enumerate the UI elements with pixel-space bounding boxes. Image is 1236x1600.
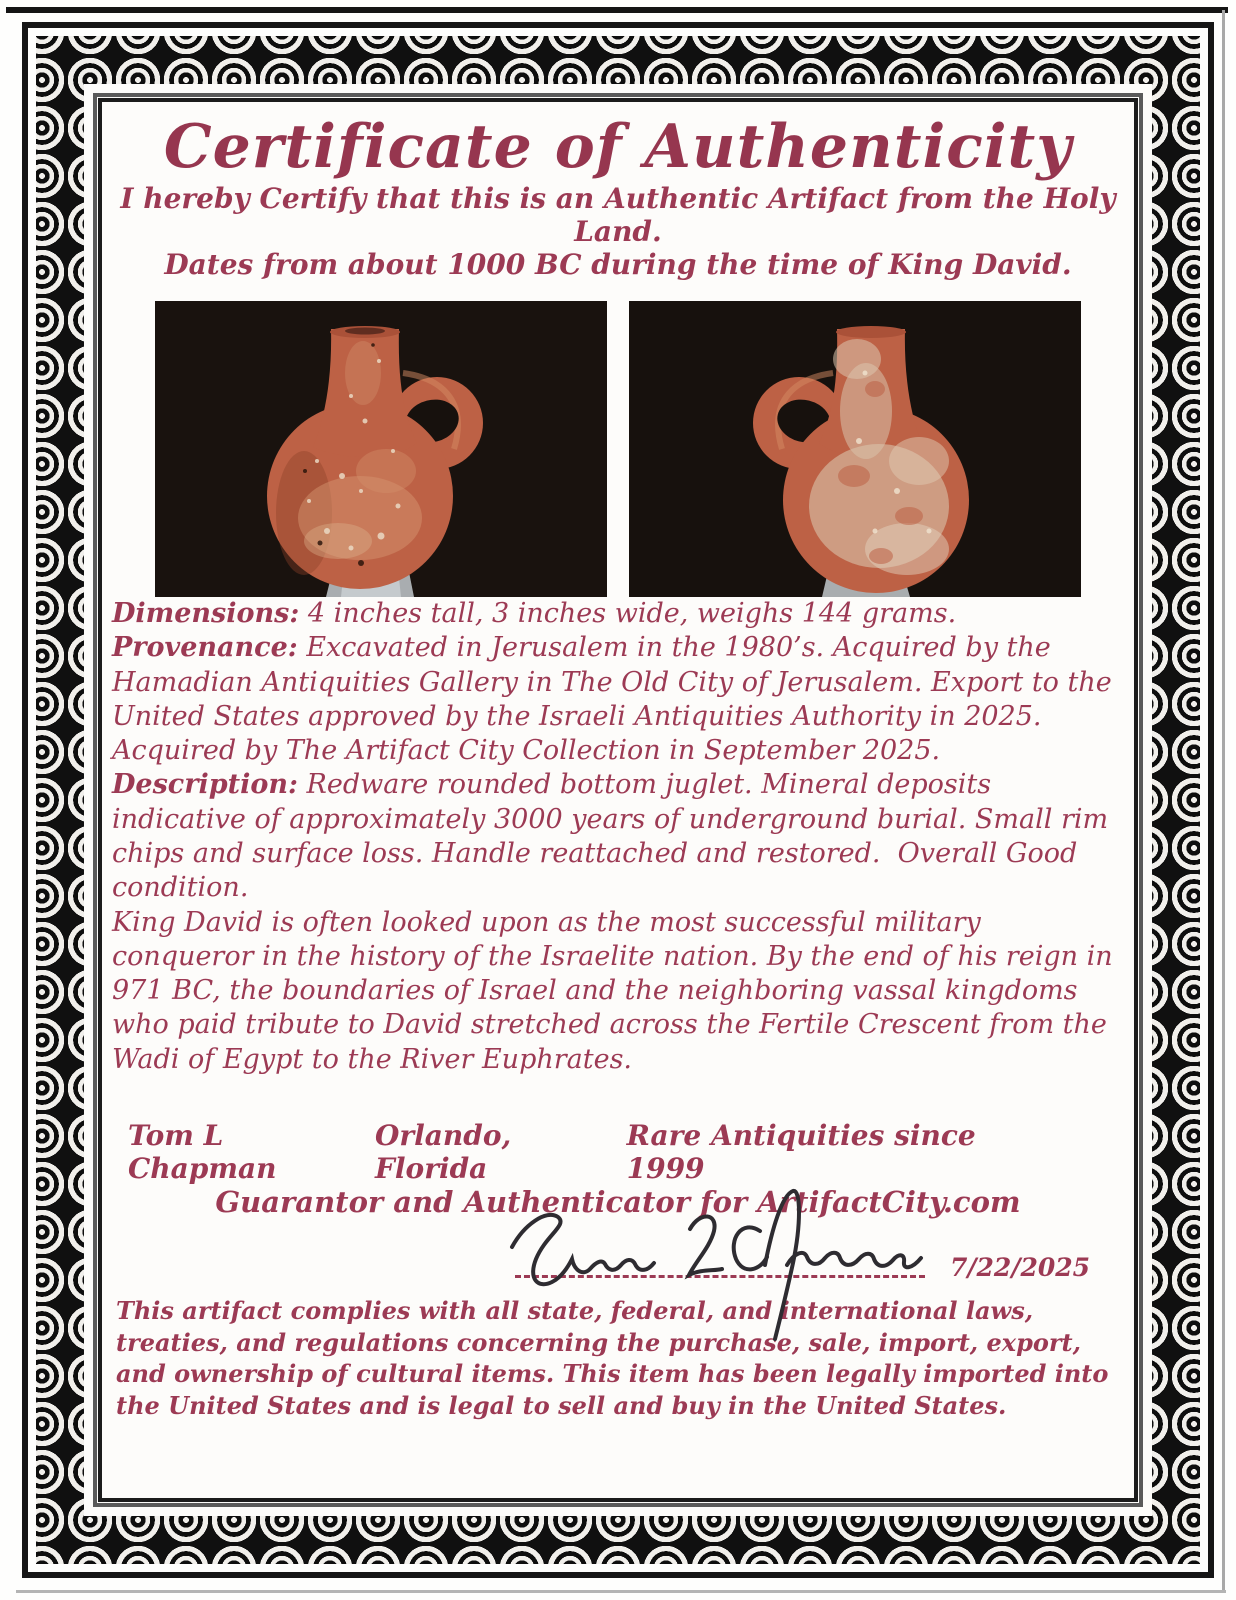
- dimensions-label: Dimensions:: [112, 598, 300, 629]
- description-label: Description:: [112, 769, 298, 801]
- scan-edge-bottom: [16, 1590, 1226, 1593]
- authenticator-location: Orlando, Florida: [375, 1118, 512, 1185]
- description-text: Redware rounded bottom juglet. Mineral deposits indicative of approximately 3000 years of underground burial. Small rim chips and surface loss. Handle reattached and restored. Overall Good condition.: [112, 769, 1117, 904]
- certificate-title: Certificate of Authenticity: [163, 112, 1073, 182]
- provenance-text: Excavated in Jerusalem in the 1980’s. Acquired by the Hamadian Antiquities Gallery in The Old City of Jerusalem. Export to the United States approved by the Israeli Antiquities Authority in 2025. Acquired by The Artifact City Collection in September 2025.: [112, 632, 1121, 767]
- provenance-paragraph: [112, 631, 1124, 768]
- certificate-content: [112, 112, 1124, 1488]
- scan-edge-right: [1222, 10, 1225, 1592]
- history-paragraph: King David is often looked upon as the most successful military conqueror in the history of the Israelite nation. By the end of his reign in 971 BC, the boundaries of Israel and the neighboring vassal kingdoms who paid tribute to David stretched across the Fertile Crescent from the Wadi of Egypt to the River Euphrates.: [112, 906, 1122, 1075]
- certify-statement: I hereby Certify that this is an Authentic Artifact from the Holy Land.: [120, 182, 1116, 248]
- artifact-photos: [112, 301, 1124, 597]
- artifact-photo-front: [155, 301, 607, 597]
- guarantor-line: Guarantor and Authenticator for ArtifactCity.com: [215, 1184, 1021, 1219]
- juglet-front-illustration: [155, 301, 607, 597]
- dimensions-text: 4 inches tall, 3 inches wide, weighs 144 grams.: [307, 598, 957, 629]
- description-paragraph: [112, 768, 1124, 905]
- authenticator-name: Tom L Chapman: [128, 1118, 277, 1185]
- scan-edge-top: [6, 7, 1228, 13]
- dimensions-paragraph: [112, 597, 1124, 631]
- signature-zone: [112, 1219, 1124, 1295]
- artifact-photo-back: [629, 301, 1081, 597]
- legal-disclaimer: This artifact complies with all state, federal, and international laws, treaties, and regulations concerning the purchase, sale, import, export, and ownership of cultural items. This item has been legally imported into the United States and is legal to sell and buy in the United States.: [116, 1295, 1109, 1420]
- signature-line: [515, 1275, 925, 1278]
- authenticator-tagline: Rare Antiquities since 1999: [626, 1118, 976, 1185]
- juglet-back-illustration: [629, 301, 1081, 597]
- dating-statement: Dates from about 1000 BC during the time of King David.: [164, 248, 1072, 281]
- authenticator-byline: [112, 1119, 1124, 1185]
- signature-date: 7/22/2025: [950, 1252, 1091, 1282]
- provenance-label: Provenance:: [112, 632, 298, 664]
